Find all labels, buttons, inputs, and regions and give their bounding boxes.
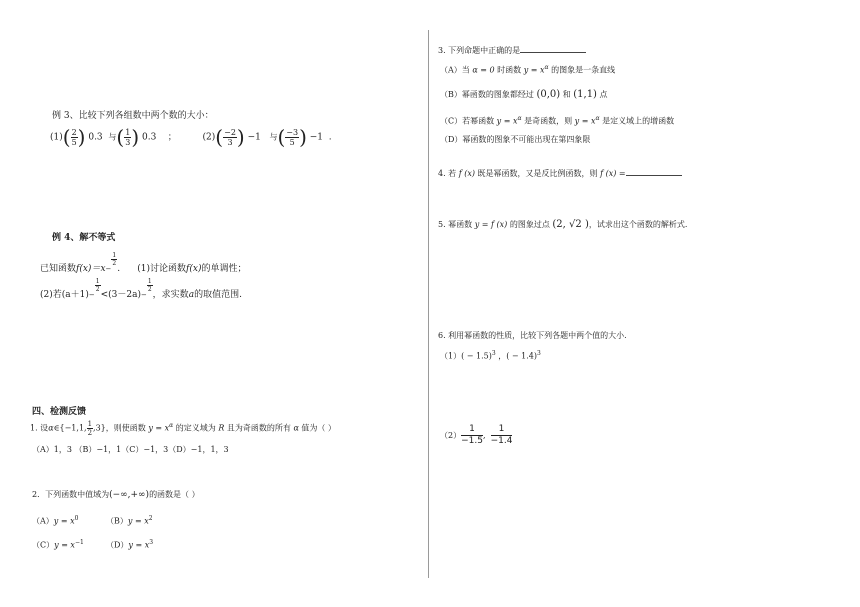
ex3-frac2: $\frac{1}{3}$ bbox=[125, 127, 131, 147]
example4-line1: 已知函数f(x)＝x− $\frac{1}{2}$ . (1)讨论函数f(x)的单调性； bbox=[40, 252, 247, 274]
question3-option-d: （D）幂函数的图象不可能出现在第四象限 bbox=[440, 135, 591, 144]
ex3-part1-label: (1) bbox=[50, 132, 63, 143]
question1: 1. 设α∈{−1,1, $\frac{1}{2}$ ,3}，则使函数 $y = x^\alpha$ 的定义域为 R 且为奇函数的所有 α 值为（ ） bbox=[30, 420, 336, 437]
ex3-with1: 与 bbox=[108, 132, 117, 142]
question4: 4. 若 f (x) 既是幂函数，又是反比例函数，则 f (x) = bbox=[438, 168, 682, 179]
question2-option-c: $(C)y = x^{-1}$ bbox=[32, 539, 84, 550]
ex3-part2-label: (2) bbox=[202, 132, 216, 143]
question1-options: （A）1，3 （B）−1，1（C）−1，3（D）−1，1，3 bbox=[32, 445, 229, 454]
ex3-frac1: $\frac{2}{5}$ bbox=[71, 127, 77, 147]
section4-title: 四、检测反馈 bbox=[32, 407, 87, 417]
ex3-exp2: 0.3 bbox=[142, 132, 157, 143]
example4-line2: (2)若(a＋1)− $\frac{1}{2}$ <(3－2a)− $\frac{1}{2}$ ，求实数a的取值范围. bbox=[40, 278, 242, 300]
question2-option-a: $(A)y = x^0$ bbox=[32, 515, 79, 526]
question5: 5. 幂函数 y = f (x) 的图象过点 (2, √2 )，试求出这个函数的解析式. bbox=[438, 219, 688, 230]
question3-option-a: （A）当 α = 0 时函数 $y = x^\alpha$ 的图象是一条直线 bbox=[440, 64, 616, 75]
q6-frac1: $\frac{1}{-1.5}$ bbox=[461, 424, 483, 446]
question2-option-d: $(D)y = x^3$ bbox=[106, 539, 154, 550]
question6-part2: （2） $\frac{1}{-1.5}$, $\frac{1}{-1.4}$ bbox=[440, 424, 513, 446]
question6-title: 6. 利用幂函数的性质，比较下列各题中两个值的大小. bbox=[438, 331, 627, 340]
example3-title: 例 3、比较下列各组数中两个数的大小： bbox=[52, 111, 214, 121]
question3-title: 3. 下列命题中正确的是 bbox=[438, 45, 586, 56]
question2-option-b: $(B)y = x^2$ bbox=[106, 515, 153, 526]
example3-problems: (1)( $\frac{2}{5}$ ) 0.3 与( $\frac{1}{3}$ ) 0.3 ； (2)( $\frac{-2}{3}$ ) −1 与( $\frac{-3}{5}$ ) −1 . bbox=[50, 125, 332, 149]
question3-option-b: （B）幂函数的图象都经过 (0,0) 和 (1,1) 点 bbox=[440, 89, 608, 100]
ex3-exp1: 0.3 bbox=[88, 132, 103, 143]
question2: 2．下列函数中值域为(−∞,+∞)的函数是（ ） bbox=[32, 490, 200, 500]
column-divider bbox=[428, 30, 429, 578]
q6-frac2: $\frac{1}{-1.4}$ bbox=[490, 424, 513, 446]
ex3-frac3: $\frac{-2}{3}$ bbox=[224, 127, 236, 147]
example4-title: 例 4、解不等式 bbox=[52, 233, 116, 243]
question6-part1: $(1)( - 1.5)^3$ ，( − 1.4)$^3$ bbox=[440, 350, 541, 361]
ex3-frac4: $\frac{-3}{5}$ bbox=[286, 127, 299, 147]
question3-option-c: （C）若幂函数 $y = x^\alpha$ 是奇函数，则 $y = x^\alpha$ 是定义域上的增函数 bbox=[440, 115, 675, 126]
